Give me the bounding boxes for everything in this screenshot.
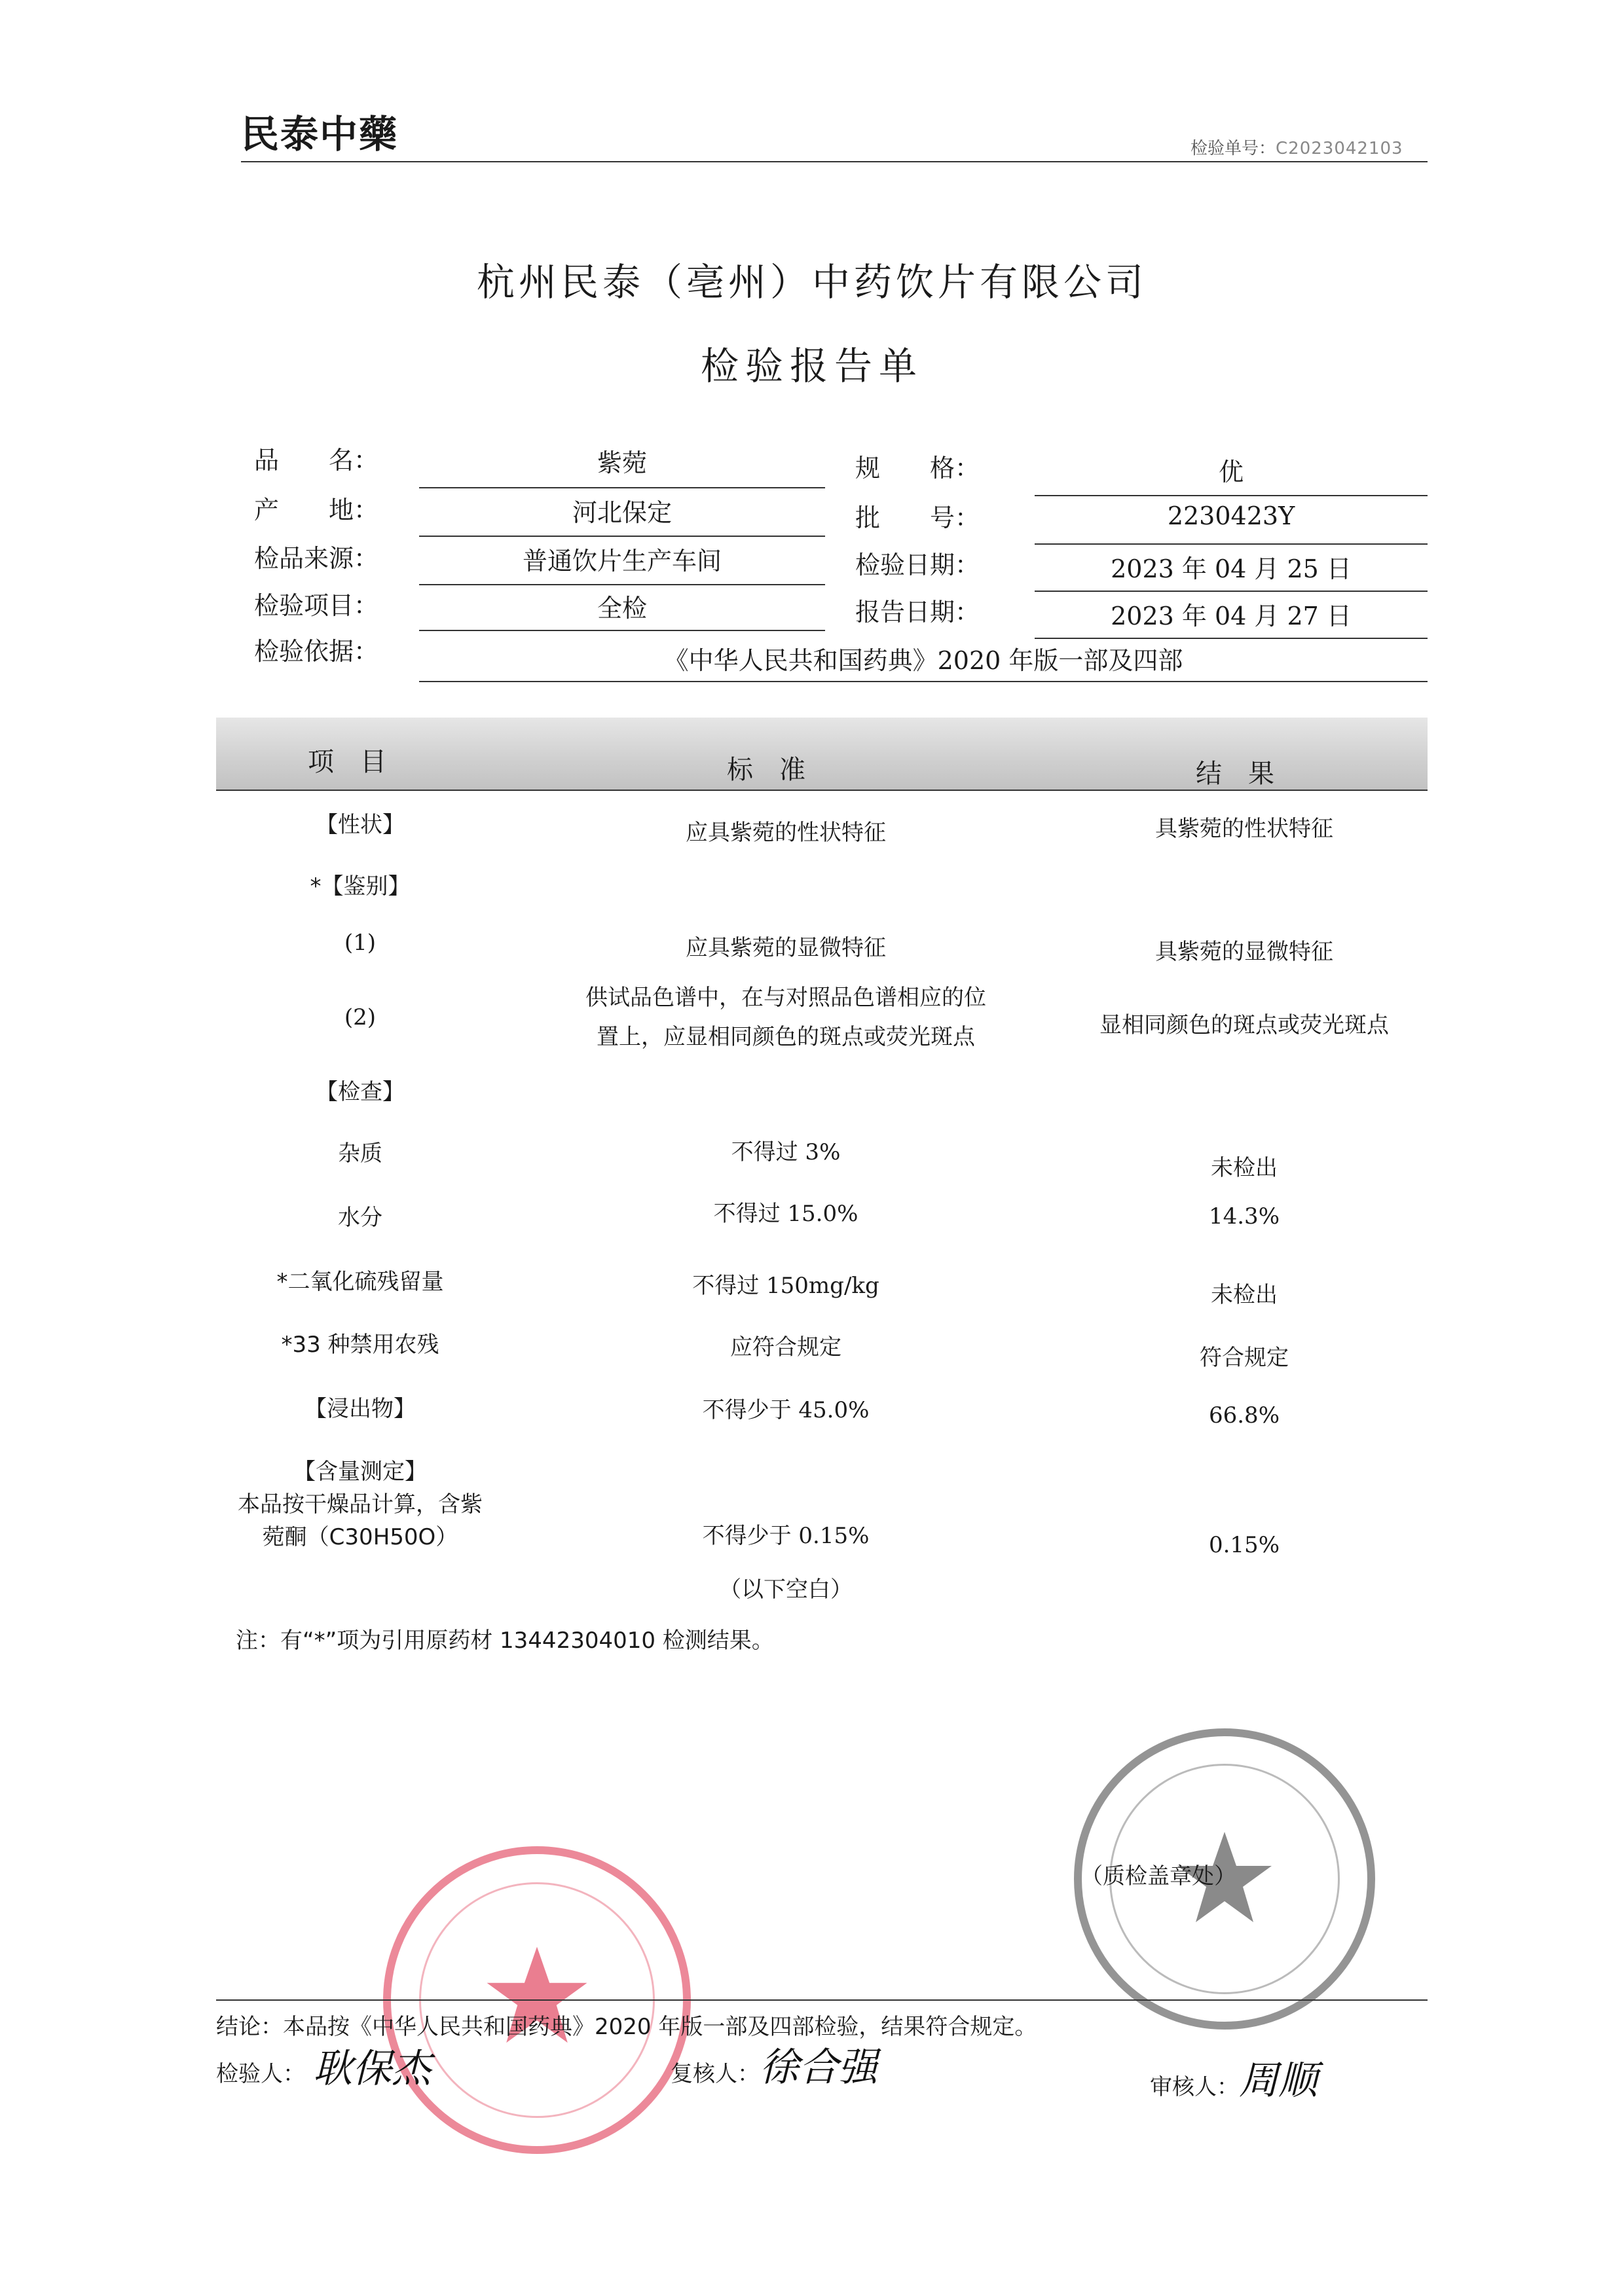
row-item: *二氧化硫残留量 xyxy=(276,1269,444,1295)
footnote: 注：有“*”项为引用原药材 13442304010 检测结果。 xyxy=(236,1628,774,1654)
row-standard: 不得少于 45.0% xyxy=(702,1397,870,1423)
col-header-standard: 标准 xyxy=(727,755,832,785)
test-date-value: 2023 年 04 月 25 日 xyxy=(1111,555,1352,583)
qc-stamp-label: （质检盖章处） xyxy=(1080,1863,1236,1889)
batch-label: 批 号： xyxy=(855,503,980,532)
header-divider xyxy=(241,161,1428,162)
basis-underline xyxy=(419,681,1428,682)
row-item: 【检查】 xyxy=(316,1079,405,1105)
item-label: 检验项目： xyxy=(254,591,379,620)
name-value: 紫菀 xyxy=(597,448,647,477)
row-result: 符合规定 xyxy=(1200,1345,1289,1371)
row-standard: 不得过 15.0% xyxy=(713,1201,858,1227)
row-result: 0.15% xyxy=(1208,1532,1280,1558)
row-result: 未检出 xyxy=(1211,1282,1278,1308)
approver-label: 审核人： xyxy=(1150,2074,1239,2100)
row-result: 66.8% xyxy=(1208,1402,1280,1429)
test-date-underline xyxy=(1035,591,1428,592)
reviewer-label: 复核人： xyxy=(671,2061,760,2087)
report-date-label: 报告日期： xyxy=(855,598,980,627)
row-result: 未检出 xyxy=(1211,1155,1278,1181)
basis-value: 《中华人民共和国药典》2020 年版一部及四部 xyxy=(663,646,1183,675)
origin-label: 产 地： xyxy=(254,496,379,524)
batch-underline xyxy=(1035,543,1428,545)
company-name: 杭州民泰（亳州）中药饮片有限公司 xyxy=(476,260,1147,304)
row-item-line2: 菀酮（C30H50O） xyxy=(262,1524,458,1550)
reviewer-signature: 徐合强 xyxy=(760,2045,877,2090)
report-number-label: 检验单号： xyxy=(1190,139,1276,158)
report-date-underline xyxy=(1035,638,1428,639)
report-number xyxy=(1190,135,1403,159)
row-standard: 不得过 150mg/kg xyxy=(692,1273,879,1299)
row-item-line1: 本品按干燥品计算，含紫 xyxy=(238,1491,483,1518)
row-standard: 应具紫菀的显微特征 xyxy=(686,935,886,961)
row-standard: 应符合规定 xyxy=(730,1334,841,1360)
table-header-divider xyxy=(216,790,1428,791)
row-standard: 不得少于 0.15% xyxy=(702,1523,870,1549)
row-item: *33 种禁用农残 xyxy=(281,1332,439,1358)
row-result: 具紫菀的性状特征 xyxy=(1155,816,1333,842)
row-standard-line2: 置上，应显相同颜色的斑点或荧光斑点 xyxy=(597,1024,975,1050)
row-standard-line1: 供试品色谱中，在与对照品色谱相应的位 xyxy=(585,985,986,1011)
row-result: 具紫菀的显微特征 xyxy=(1155,939,1333,965)
row-result: 显相同颜色的斑点或荧光斑点 xyxy=(1099,1012,1389,1038)
row-item: 杂质 xyxy=(338,1140,382,1167)
batch-value: 2230423Y xyxy=(1167,501,1295,530)
source-label: 检品来源： xyxy=(254,544,379,573)
inspector-signature: 耿保杰 xyxy=(313,2046,431,2092)
source-underline xyxy=(419,584,825,585)
row-result: 14.3% xyxy=(1208,1203,1280,1230)
blank-note: （以下空白） xyxy=(719,1576,853,1603)
col-header-result: 结果 xyxy=(1196,759,1301,789)
document-title: 检验报告单 xyxy=(700,344,923,388)
inspector-label: 检验人： xyxy=(216,2061,305,2087)
row-item: *【鉴别】 xyxy=(310,873,411,900)
origin-underline xyxy=(419,536,825,537)
row-item: (2) xyxy=(344,1004,377,1030)
approver-signature: 周顺 xyxy=(1239,2058,1318,2104)
row-standard: 应具紫菀的性状特征 xyxy=(686,820,886,846)
company-logo: 民泰中藥 xyxy=(241,112,399,156)
row-item: 【性状】 xyxy=(316,812,405,838)
report-number-value: C2023042103 xyxy=(1276,139,1403,158)
report-date-value: 2023 年 04 月 27 日 xyxy=(1111,602,1352,630)
name-label: 品 名： xyxy=(254,446,379,475)
source-value: 普通饮片生产车间 xyxy=(522,547,722,575)
row-standard: 不得过 3% xyxy=(731,1139,841,1165)
col-header-item: 项目 xyxy=(308,747,413,777)
row-item: 水分 xyxy=(338,1205,382,1231)
item-underline xyxy=(419,630,825,631)
test-date-label: 检验日期： xyxy=(855,551,980,579)
item-value: 全检 xyxy=(597,594,647,623)
conclusion-divider xyxy=(216,1999,1428,2001)
origin-value: 河北保定 xyxy=(572,498,672,527)
name-underline xyxy=(419,487,825,488)
basis-label: 检验依据： xyxy=(254,637,379,666)
spec-label: 规 格： xyxy=(855,454,980,483)
conclusion: 结论：本品按《中华人民共和国药典》2020 年版一部及四部检验，结果符合规定。 xyxy=(216,2014,1037,2040)
spec-underline xyxy=(1035,495,1428,496)
spec-value: 优 xyxy=(1218,458,1244,486)
row-item: (1) xyxy=(344,930,377,956)
row-item: 【含量测定】 xyxy=(293,1459,427,1485)
row-item: 【浸出物】 xyxy=(304,1396,416,1422)
